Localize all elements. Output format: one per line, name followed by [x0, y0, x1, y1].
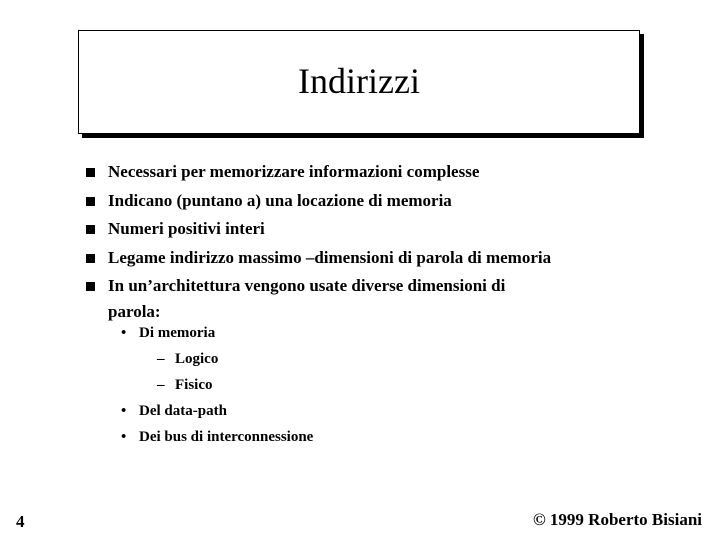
sub-item [121, 398, 313, 424]
sub-item-text: Dei bus di interconnessione [139, 429, 314, 445]
sub-item-text: Di memoria [139, 325, 216, 341]
bullet-text: Indicano (puntano a) una locazione di memoria [108, 190, 452, 210]
square-bullet-icon [86, 168, 95, 177]
bullet-text: Numeri positivi interi [108, 219, 265, 238]
bullet-text: Legame indirizzo massimo –dimensioni di parola di memoria [108, 247, 552, 267]
bullet-item [84, 272, 684, 323]
square-bullet-icon [86, 254, 95, 263]
bullet-item [84, 187, 684, 216]
sub-sub-item [121, 346, 313, 372]
title-box [78, 30, 640, 134]
slide-title: Indirizzi [298, 61, 420, 101]
dot-bullet-icon: • [121, 325, 127, 341]
bullet-item [84, 244, 684, 273]
bullet-text-continuation: parola: [108, 301, 161, 321]
sub-sub-item-text: Logico [175, 351, 219, 367]
sub-sub-item-text: Fisico [175, 377, 213, 393]
square-bullet-icon [86, 197, 95, 206]
page-number: 4 [16, 512, 25, 531]
sub-item-text: Del data-path [139, 403, 227, 419]
bullet-text: Necessari per memorizzare informazioni complesse [108, 162, 480, 181]
dash-bullet-icon: – [157, 377, 165, 393]
bullet-item [84, 158, 684, 187]
sub-sub-item [121, 372, 313, 398]
bullet-list [84, 158, 684, 323]
bullet-text: In un’architettura vengono usate diverse dimensioni di [108, 276, 506, 295]
bullet-item [84, 215, 684, 244]
square-bullet-icon [86, 225, 95, 234]
copyright-notice: © 1999 Roberto Bisiani [532, 510, 702, 529]
square-bullet-icon [86, 282, 95, 291]
sub-item [121, 320, 313, 346]
dot-bullet-icon: • [121, 403, 127, 419]
dot-bullet-icon: • [121, 429, 127, 445]
dash-bullet-icon: – [157, 351, 165, 367]
sub-list [121, 320, 313, 450]
sub-item [121, 424, 313, 450]
